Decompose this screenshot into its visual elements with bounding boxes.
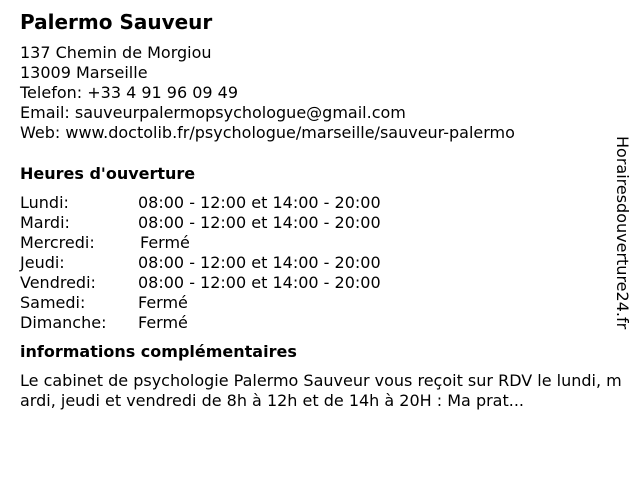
day-label: Dimanche: — [20, 313, 107, 332]
email-line: Email: sauveurpalermopsychologue@gmail.com — [20, 103, 406, 122]
day-label: Samedi: — [20, 293, 86, 312]
business-card — [20, 10, 620, 411]
day-hours: Fermé — [138, 293, 188, 312]
day-label: Lundi: — [20, 193, 69, 212]
day-hours: 08:00 - 12:00 et 14:00 - 20:00 — [138, 213, 381, 232]
day-label: Mardi: — [20, 213, 70, 232]
opening-hours-table — [20, 193, 620, 333]
web-line: Web: www.doctolib.fr/psychologue/marseille/sauveur-palermo — [20, 123, 515, 142]
opening-hours-heading: Heures d'ouverture — [20, 164, 196, 183]
day-hours: 08:00 - 12:00 et 14:00 - 20:00 — [138, 253, 381, 272]
hours-row-monday — [20, 193, 620, 213]
address-street: 137 Chemin de Morgiou — [20, 43, 212, 62]
hours-row-sunday — [20, 313, 620, 333]
hours-row-friday — [20, 273, 620, 293]
day-label: Jeudi: — [20, 253, 65, 272]
business-name: Palermo Sauveur — [20, 10, 213, 34]
day-hours: 08:00 - 12:00 et 14:00 - 20:00 — [138, 273, 381, 292]
phone-line: Telefon: +33 4 91 96 09 49 — [20, 83, 239, 102]
day-label: Vendredi: — [20, 273, 96, 292]
additional-info-heading: informations complémentaires — [20, 342, 297, 361]
day-hours: Fermé — [140, 233, 190, 252]
day-hours: 08:00 - 12:00 et 14:00 - 20:00 — [138, 193, 381, 212]
hours-row-saturday — [20, 293, 620, 313]
hours-row-thursday — [20, 253, 620, 273]
hours-row-wednesday — [20, 233, 620, 253]
hours-row-tuesday — [20, 213, 620, 233]
site-watermark: Horairesdouverture24.fr — [613, 136, 632, 330]
additional-info-text: Le cabinet de psychologie Palermo Sauveur vous reçoit sur RDV le lundi, mardi, jeudi et vendredi de 8h à 12h et de 14h à 20H : Ma prat... — [20, 371, 622, 410]
day-label: Mercredi: — [20, 233, 95, 252]
address-city: 13009 Marseille — [20, 63, 148, 82]
day-hours: Fermé — [138, 313, 188, 332]
